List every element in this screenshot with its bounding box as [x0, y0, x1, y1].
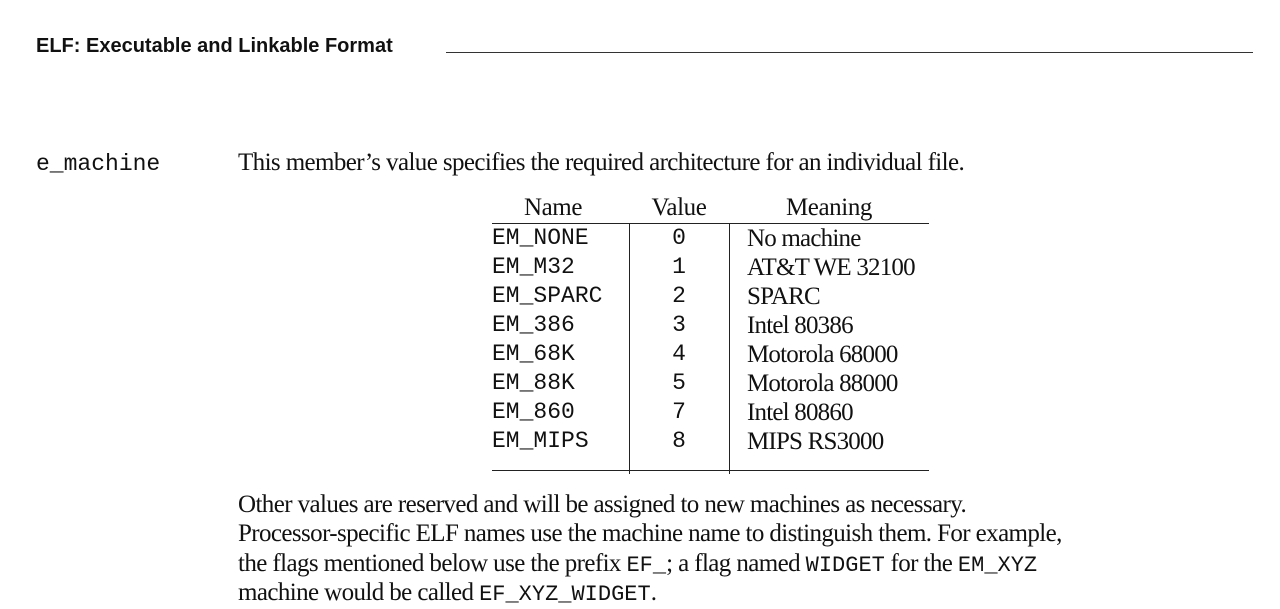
paragraph-text: the flags mentioned below use the prefix [238, 549, 627, 577]
code-flag-name: WIDGET [805, 552, 885, 578]
cell-value: 8 [672, 428, 686, 454]
cell-value: 0 [672, 225, 686, 251]
cell-value: 4 [672, 341, 686, 367]
paragraph-text: Processor-specific ELF names use the machine name to distinguish them. For example, [238, 520, 1062, 548]
paragraph-line [238, 519, 1238, 548]
cell-value: 7 [672, 399, 686, 425]
member-name: e_machine [36, 151, 161, 177]
table-row [492, 369, 929, 398]
table-row [492, 282, 929, 311]
paragraph-text: Other values are reserved and will be assigned to new machines as necessary. [238, 491, 967, 518]
cell-meaning: MIPS RS3000 [747, 428, 884, 455]
cell-value: 5 [672, 370, 686, 396]
paragraph-text: . [650, 578, 657, 606]
cell-name: EM_NONE [492, 225, 589, 251]
cell-name: EM_SPARC [492, 283, 603, 309]
member-description: This member’s value specifies the required architecture for an individual file. [238, 149, 965, 176]
machine-table [492, 193, 929, 471]
cell-name: EM_88K [492, 370, 575, 396]
table-row [492, 427, 929, 456]
table-row [492, 311, 929, 340]
cell-name: EM_M32 [492, 254, 575, 280]
table-row [492, 224, 929, 253]
cell-meaning: No machine [747, 225, 861, 252]
paragraph-text: machine would be called [238, 578, 480, 606]
cell-meaning: Intel 80386 [747, 312, 853, 339]
paragraph-line [238, 549, 1238, 578]
cell-meaning: AT&T WE 32100 [747, 254, 915, 281]
table-row [492, 253, 929, 282]
code-machine-name: EM_XYZ [957, 552, 1038, 578]
code-prefix: EF_ [626, 552, 667, 578]
cell-meaning: SPARC [747, 283, 820, 310]
column-header-value: Value [651, 194, 707, 221]
cell-name: EM_68K [492, 341, 575, 367]
cell-value: 2 [672, 283, 686, 309]
header-rule [446, 52, 1253, 53]
reserved-values-paragraph [238, 490, 1238, 607]
cell-name: EM_MIPS [492, 428, 589, 454]
table-row [492, 398, 929, 427]
cell-meaning: Intel 80860 [747, 399, 853, 426]
page-header [36, 34, 1253, 58]
column-header-name: Name [523, 194, 583, 221]
paragraph-line [238, 490, 1238, 519]
cell-value: 1 [672, 254, 686, 280]
table-body [492, 224, 929, 471]
document-title: ELF: Executable and Linkable Format [36, 35, 393, 57]
table-row [492, 340, 929, 369]
cell-value: 3 [672, 312, 686, 338]
cell-name: EM_386 [492, 312, 575, 338]
paragraph-text: for the [884, 549, 958, 577]
code-example-flag: EF_XYZ_WIDGET [479, 581, 651, 607]
cell-name: EM_860 [492, 399, 575, 425]
column-header-meaning: Meaning [785, 194, 873, 221]
paragraph-text: ; a flag named [666, 549, 806, 577]
cell-meaning: Motorola 68000 [747, 341, 898, 368]
table-header-row [492, 193, 929, 224]
paragraph-line [238, 578, 1238, 607]
cell-meaning: Motorola 88000 [747, 370, 898, 397]
